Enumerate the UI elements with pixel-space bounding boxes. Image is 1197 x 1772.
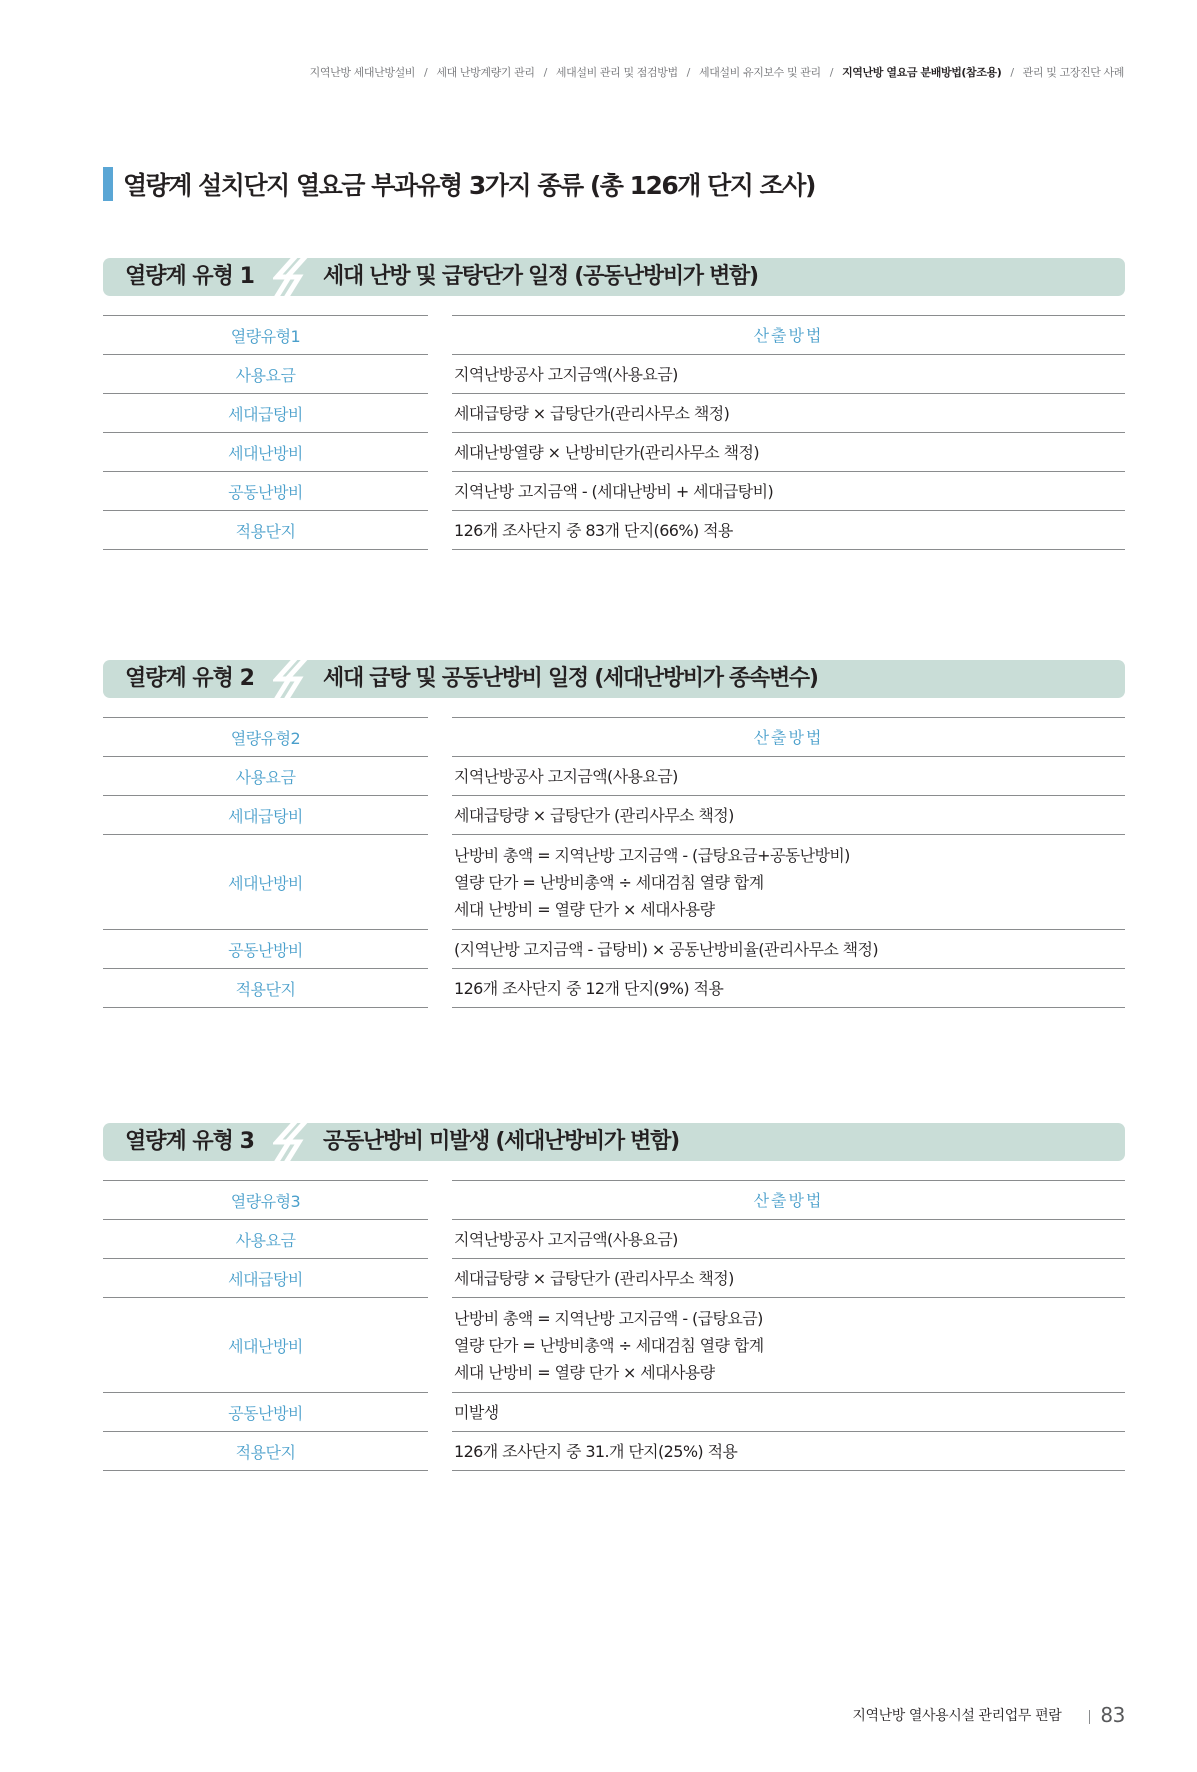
section-header: [103, 258, 1125, 296]
table-header-method: 산출방법: [452, 315, 1125, 355]
table-row: [103, 1393, 1125, 1432]
row-label: 적용단지: [103, 1432, 428, 1471]
breadcrumb-item-4[interactable]: 세대설비 유지보수 및 관리: [698, 66, 821, 79]
value-line: 세대급탕량 × 급탕단가(관리사무소 책정): [454, 403, 730, 423]
row-label: 적용단지: [103, 511, 428, 550]
value-line: 열량 단가 = 난방비총액 ÷ 세대검침 열량 합계: [454, 1335, 764, 1355]
row-label: 세대급탕비: [103, 796, 428, 835]
calculation-table: [103, 717, 1125, 1008]
breadcrumb-item-1[interactable]: 지역난방 세대난방설비: [309, 66, 416, 79]
table-row: [103, 355, 1125, 394]
section-type-2: [103, 660, 1125, 999]
row-value: [452, 511, 1125, 550]
value-line: 지역난방 고지금액 - (세대난방비 + 세대급탕비): [454, 481, 774, 501]
breadcrumb-separator: /: [424, 65, 428, 79]
row-label: 공동난방비: [103, 1393, 428, 1432]
row-label: 세대급탕비: [103, 1259, 428, 1298]
table-row: [103, 1259, 1125, 1298]
value-line: 미발생: [454, 1402, 499, 1422]
value-line: 세대급탕량 × 급탕단가 (관리사무소 책정): [454, 1268, 734, 1288]
table-row: [103, 1432, 1125, 1471]
breadcrumb-item-2[interactable]: 세대 난방계량기 관리: [436, 66, 535, 79]
value-line: (지역난방 고지금액 - 급탕비) × 공동난방비율(관리사무소 책정): [454, 939, 879, 959]
row-value: [452, 472, 1125, 511]
row-value: [452, 433, 1125, 472]
footer-divider: [1089, 1710, 1090, 1724]
table-row: [103, 394, 1125, 433]
section-name: 열량계 유형 1: [125, 264, 254, 289]
calculation-table: [103, 315, 1125, 550]
section-header: [103, 1123, 1125, 1161]
value-line: 난방비 총액 = 지역난방 고지금액 - (급탕요금): [454, 1308, 763, 1328]
table-header-type: 열량유형3: [103, 1180, 428, 1220]
slash-divider-icon: [273, 648, 317, 710]
table-row: [103, 1220, 1125, 1259]
value-line: 세대급탕량 × 급탕단가 (관리사무소 책정): [454, 805, 734, 825]
section-header: [103, 660, 1125, 698]
title-accent-bar: [103, 167, 113, 201]
row-label: 세대난방비: [103, 433, 428, 472]
table-header-method: 산출방법: [452, 717, 1125, 757]
row-label: 공동난방비: [103, 930, 428, 969]
table-header-type: 열량유형2: [103, 717, 428, 757]
row-label: 세대급탕비: [103, 394, 428, 433]
row-value: [452, 1432, 1125, 1471]
section-type-1: [103, 258, 1125, 541]
row-value: [452, 757, 1125, 796]
table-row: [103, 930, 1125, 969]
value-line: 126개 조사단지 중 31.개 단지(25%) 적용: [454, 1441, 738, 1461]
row-label: 사용요금: [103, 355, 428, 394]
section-description: 세대 급탕 및 공동난방비 일정 (세대난방비가 종속변수): [323, 666, 818, 691]
section-name: 열량계 유형 2: [125, 666, 254, 691]
page-footer: [852, 1703, 1125, 1727]
value-line: 난방비 총액 = 지역난방 고지금액 - (급탕요금+공동난방비): [454, 845, 850, 865]
row-label: 사용요금: [103, 1220, 428, 1259]
breadcrumb-separator: /: [686, 65, 690, 79]
table-header-row: [103, 315, 1125, 355]
row-value: [452, 1393, 1125, 1432]
breadcrumb-separator: /: [1010, 65, 1014, 79]
page-number: 83: [1100, 1703, 1125, 1727]
value-line: 지역난방공사 고지금액(사용요금): [454, 364, 678, 384]
calculation-table: [103, 1180, 1125, 1471]
table-row: [103, 969, 1125, 1008]
row-label: 적용단지: [103, 969, 428, 1008]
table-header-type: 열량유형1: [103, 315, 428, 355]
table-row: [103, 433, 1125, 472]
table-row: [103, 835, 1125, 930]
page-title: 열량계 설치단지 열요금 부과유형 3가지 종류 (총 126개 단지 조사): [123, 171, 815, 200]
row-label: 세대난방비: [103, 1298, 428, 1393]
section-description: 세대 난방 및 급탕단가 일정 (공동난방비가 변함): [323, 264, 758, 289]
row-value: [452, 394, 1125, 433]
table-header-row: [103, 717, 1125, 757]
breadcrumb-separator: /: [543, 65, 547, 79]
table-row: [103, 796, 1125, 835]
section-type-3: [103, 1123, 1125, 1462]
slash-divider-icon: [273, 1111, 317, 1173]
row-label: 세대난방비: [103, 835, 428, 930]
row-value: [452, 1298, 1125, 1393]
slash-divider-icon: [273, 246, 317, 308]
value-line: 126개 조사단지 중 12개 단지(9%) 적용: [454, 978, 724, 998]
row-value: [452, 1259, 1125, 1298]
table-header-row: [103, 1180, 1125, 1220]
row-label: 공동난방비: [103, 472, 428, 511]
value-line: 126개 조사단지 중 83개 단지(66%) 적용: [454, 520, 733, 540]
table-row: [103, 511, 1125, 550]
row-value: [452, 835, 1125, 930]
value-line: 세대 난방비 = 열량 단가 × 세대사용량: [454, 899, 715, 919]
breadcrumb: [174, 64, 1124, 80]
section-name: 열량계 유형 3: [125, 1129, 254, 1154]
table-row: [103, 757, 1125, 796]
row-value: [452, 930, 1125, 969]
breadcrumb-separator: /: [829, 65, 834, 79]
row-label: 사용요금: [103, 757, 428, 796]
publication-title: 지역난방 열사용시설 관리업무 편람: [852, 1708, 1062, 1724]
breadcrumb-item-3[interactable]: 세대설비 관리 및 점검방법: [555, 66, 678, 79]
row-value: [452, 796, 1125, 835]
value-line: 지역난방공사 고지금액(사용요금): [454, 766, 678, 786]
table-row: [103, 472, 1125, 511]
value-line: 지역난방공사 고지금액(사용요금): [454, 1229, 678, 1249]
section-description: 공동난방비 미발생 (세대난방비가 변함): [323, 1129, 679, 1154]
table-row: [103, 1298, 1125, 1393]
table-header-method: 산출방법: [452, 1180, 1125, 1220]
value-line: 세대난방열량 × 난방비단가(관리사무소 책정): [454, 442, 759, 462]
row-value: [452, 969, 1125, 1008]
value-line: 세대 난방비 = 열량 단가 × 세대사용량: [454, 1362, 715, 1382]
row-value: [452, 1220, 1125, 1259]
breadcrumb-item-current[interactable]: 지역난방 열요금 분배방법(참조용): [842, 66, 1002, 79]
row-value: [452, 355, 1125, 394]
breadcrumb-item-6[interactable]: 관리 및 고장진단 사례: [1022, 66, 1124, 79]
page-title-block: [103, 166, 815, 202]
value-line: 열량 단가 = 난방비총액 ÷ 세대검침 열량 합계: [454, 872, 764, 892]
